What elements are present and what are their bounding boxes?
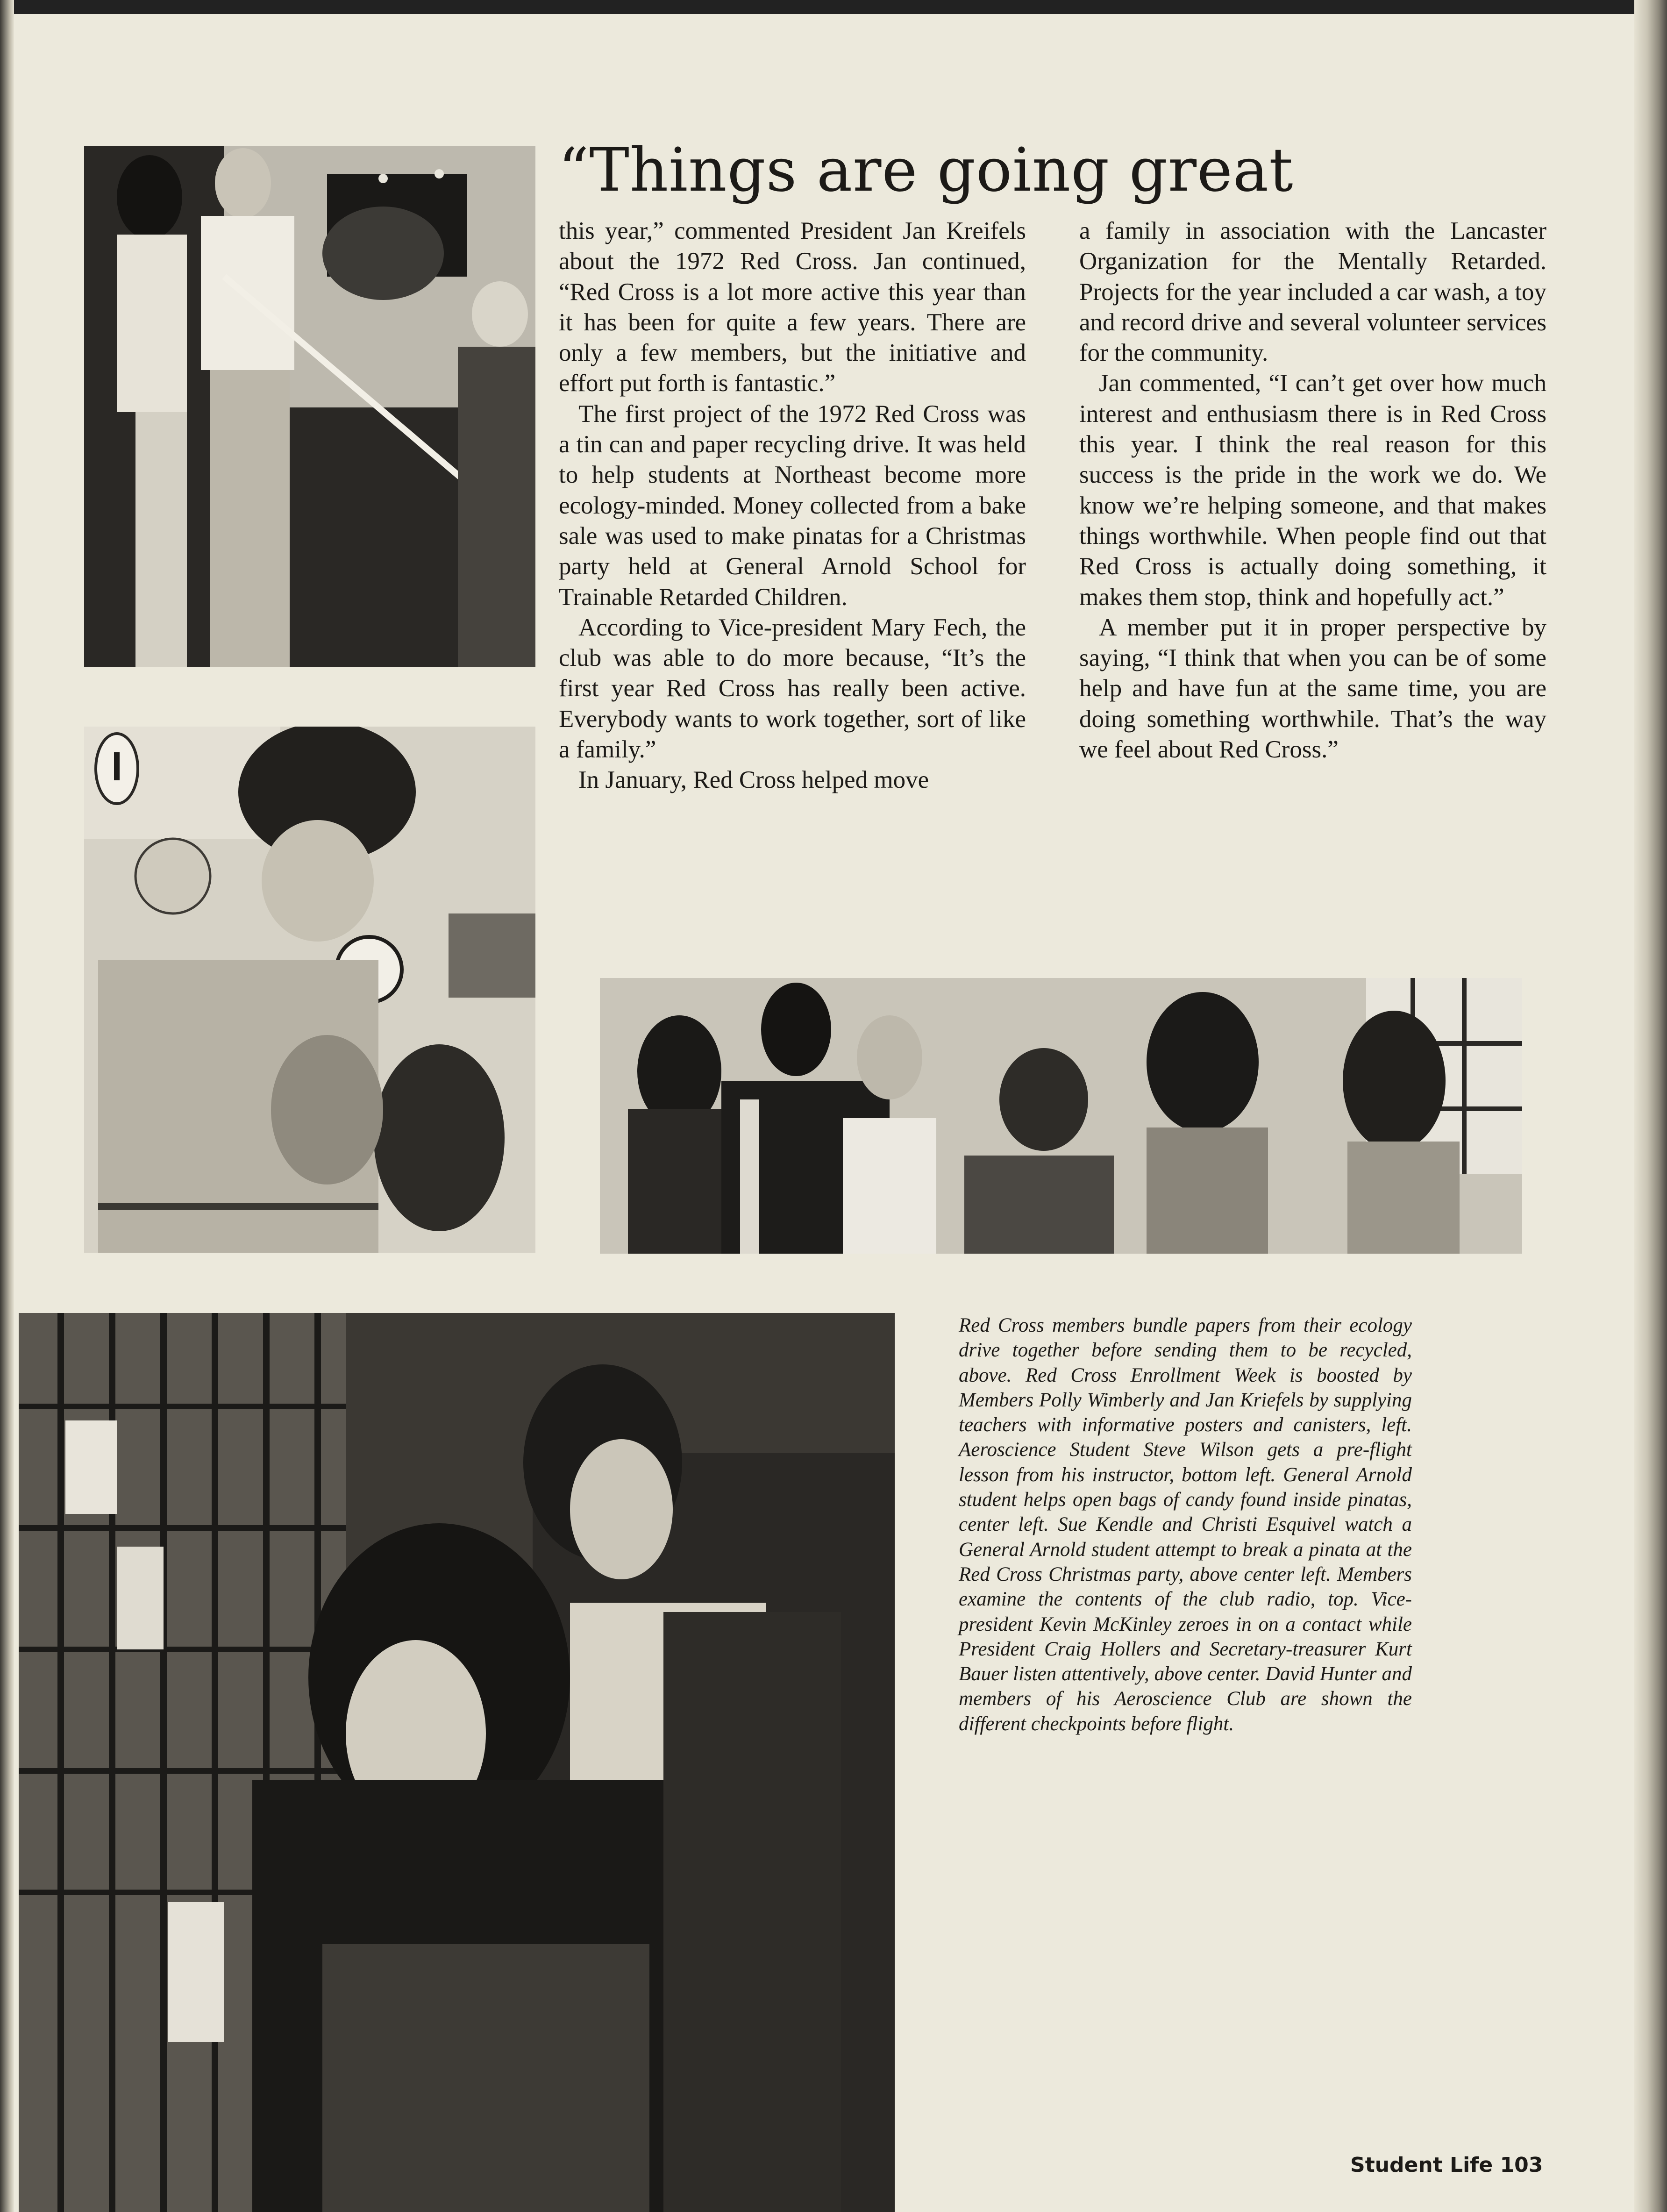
article-paragraph: According to Vice-president Mary Fech, the club was able to do more because, “It’s the first year Red Cross has really been active. Everybody wants to work together, sort of like a family.”	[559, 614, 1026, 763]
page-edge-right	[1634, 0, 1667, 2212]
article-paragraph: A member put it in proper perspective by saying, “I think that when you can be of some help and have fun at the same time, you are doing something worthwhile. That’s the way we feel about Red Cross.”	[1079, 614, 1546, 763]
article-paragraph: a family in association with the Lancaster Organization for the Mentally Retarded. Projects for the year included a car wash, a toy and record drive and several volunteer services for the community.	[1079, 217, 1546, 367]
article-paragraph: The first project of the 1972 Red Cross was a tin can and paper recycling drive. It was held to help students at Northeast become more ecology-minded. Money collected from a bake sale was used to make pinatas for a Christmas party held at General Arnold School for Trainable Retarded Children.	[559, 400, 1026, 611]
page-top-border	[0, 0, 1667, 14]
photo-mailboxes	[19, 1313, 895, 2212]
photo-pinata-party	[84, 146, 535, 667]
binding-shadow-left	[0, 0, 14, 2212]
article-paragraph: Jan commented, “I can’t get over how much interest and enthusiasm there is in Red Cross this year. I think the real reason for this success is the pride in the work we do. We know we’re helping someone, and that makes things worthwhile. When people find out that Red Cross is actually doing something, it makes them stop, think and hopefully act.”	[1079, 370, 1546, 611]
article-column-1	[559, 216, 1026, 796]
article-column-2	[1079, 216, 1546, 765]
article-paragraph: In January, Red Cross helped move	[578, 766, 929, 794]
photo-opening-candy	[84, 727, 535, 1253]
photo-caption: Red Cross members bundle papers from their ecology drive together before sending them to be recycled, above. Red Cross Enrollment Week is boosted by Members Polly Wimberly and Jan Kriefels by supplying teachers with informative posters and canisters, left. Aeroscience Student Steve Wilson gets a pre-flight lesson from his instructor, bottom left. General Arnold student helps open bags of candy found inside pinatas, center left. Sue Kendle and Christi Esquivel watch a General Arnold student attempt to break a pinata at the Red Cross Christmas party, above center left. Members examine the contents of the club radio, top. Vice-president Kevin McKinley zeroes in on a contact while President Craig Hollers and Secretary-treasurer Kurt Bauer listen attentively, above center. David Hunter and members of his Aeroscience Club are shown the different checkpoints before flight.	[959, 1314, 1412, 1735]
page-folio: Student Life 103	[1350, 2153, 1543, 2177]
article-headline: “Things are going great	[558, 136, 1294, 205]
photo-group-meeting	[600, 978, 1522, 1254]
article-paragraph: this year,” commented President Jan Kreifels about the 1972 Red Cross. Jan continued, “Red Cross is a lot more active this year than it has been for quite a few years. There are only a few members, but the initiative and effort put forth is fantastic.”	[559, 217, 1026, 397]
